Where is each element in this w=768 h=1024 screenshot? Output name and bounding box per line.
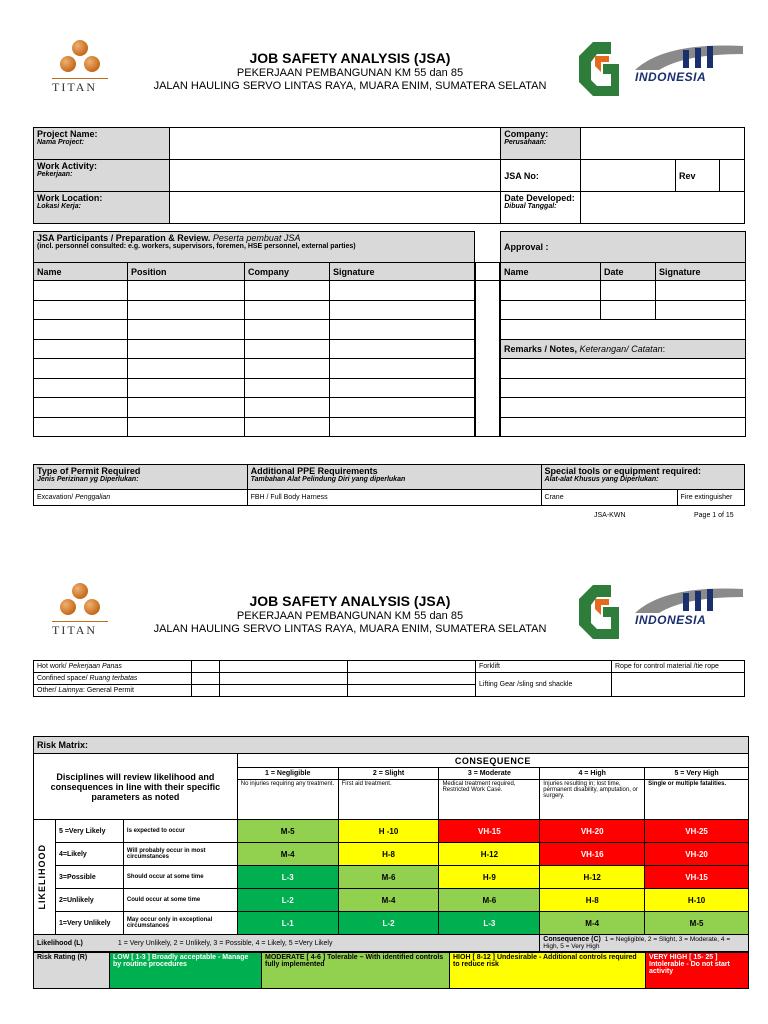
tool-crane: Crane xyxy=(541,490,677,506)
col-signature: Signature xyxy=(330,263,475,281)
risk-cell: H-8 xyxy=(338,843,439,866)
risk-cell: VH-25 xyxy=(645,820,749,843)
project-name-field[interactable] xyxy=(169,128,500,160)
rev-field[interactable] xyxy=(720,160,745,192)
document-location: JALAN HAULING SERVO LINTAS RAYA, MUARA ENIM, SUMATERA SELATAN xyxy=(153,80,547,92)
risk-cell: VH-20 xyxy=(645,843,749,866)
risk-rating-high: HIOH [ 8-12 ] Undesirable - Additional controls required to reduce risk xyxy=(450,953,646,989)
tools-header: Special tools or equipment required: Alat-alat Khusus yang Diperlukan: xyxy=(541,465,744,490)
risk-row-3: 3=Possible Should occur at some time L-3 M-6 H-9 H-12 VH-15 xyxy=(34,866,749,889)
date-developed-label: Date Developed: Dibual Tanggal: xyxy=(501,192,581,224)
table-row[interactable] xyxy=(34,339,475,359)
risk-cell: L-2 xyxy=(237,889,338,912)
hmi-logo-text: INDONESIA xyxy=(635,70,707,84)
hmi-logo xyxy=(575,40,745,100)
tool-fire-extinguisher: Fire extinguisher xyxy=(677,490,744,506)
table-row[interactable] xyxy=(34,398,475,418)
risk-cell: VH-15 xyxy=(645,866,749,889)
rev-label: Rev xyxy=(676,160,720,192)
work-location-field[interactable] xyxy=(169,192,500,224)
project-info-table xyxy=(33,127,745,224)
risk-row-1: 1=Very Unlikely May occur only in exceptional circumstances L-1 L-2 L-3 M-4 M-5 xyxy=(34,912,749,935)
remarks-row[interactable] xyxy=(501,417,746,437)
remarks-row[interactable] xyxy=(501,359,746,379)
participants-table xyxy=(33,231,475,437)
permit-excavation: Excavation/ Penggalian xyxy=(34,490,248,506)
remarks-header: Remarks / Notes, Keterangan/ Catatan: xyxy=(501,339,746,359)
consequence-desc-4: Injuries resulting in; lost time, permanent disability, amputation, or surgery. xyxy=(540,780,645,820)
risk-rating-moderate: MODERATE [ 4-6 ] Tolerable – With identified controls fully implemented xyxy=(262,953,450,989)
table-row[interactable] xyxy=(34,359,475,379)
risk-matrix-table xyxy=(33,736,749,952)
consequence-desc-3: Medical treatment required, Restricted Work Case. xyxy=(439,780,540,820)
risk-row-4: 4=Likely Will probably occur in most circumstances M-4 H-8 H-12 VH-16 VH-20 xyxy=(34,843,749,866)
risk-cell: M-4 xyxy=(237,843,338,866)
table-row[interactable] xyxy=(34,320,475,340)
risk-cell: L-3 xyxy=(237,866,338,889)
approval-table xyxy=(500,231,746,437)
approval-col-name: Name xyxy=(501,263,601,281)
remarks-row[interactable] xyxy=(501,378,746,398)
document-location: JALAN HAULING SERVO LINTAS RAYA, MUARA ENIM, SUMATERA SELATAN xyxy=(153,623,547,635)
col-name: Name xyxy=(34,263,128,281)
company-label: Company: Perusahaan: xyxy=(501,128,581,160)
risk-matrix-title: Risk Matrix: xyxy=(34,737,749,754)
risk-row-5: LIKELIHOOD 5 =Very Likely Is expected to occur M-5 H -10 VH-15 VH-20 VH-25 xyxy=(34,820,749,843)
consequence-name-5: 5 = Very High xyxy=(645,768,749,780)
titan-logo-text: TITAN xyxy=(52,80,98,94)
document-title: JOB SAFETY ANALYSIS (JSA) xyxy=(249,50,451,66)
risk-cell: VH-15 xyxy=(439,820,540,843)
risk-cell: M-6 xyxy=(338,866,439,889)
tool-rope: Rope for control material /tie rope xyxy=(612,661,745,673)
consequence-name-1: 1 = Negligible xyxy=(237,768,338,780)
participants-header: JSA Participants / Preparation & Review. Peserta pembuat JSA (incl. personnel consulted: e.g. workers, supervisors, foremen, HSE personnel, external parties) xyxy=(34,232,475,263)
consequence-name-3: 3 = Moderate xyxy=(439,768,540,780)
jsa-no-label: JSA No: xyxy=(501,160,581,192)
consequence-desc-1: No injuries requiring any treatment. xyxy=(237,780,338,820)
risk-intro: Disciplines will review likelihood and consequences in line with their specific parameters as noted xyxy=(34,754,238,820)
risk-cell: H-8 xyxy=(540,889,645,912)
tool-forklift: Forklift xyxy=(476,661,612,673)
risk-cell: H-10 xyxy=(645,889,749,912)
table-row[interactable] xyxy=(34,300,475,320)
page1-header xyxy=(0,40,768,120)
risk-cell: L-2 xyxy=(338,912,439,935)
permit-confined-space: Confined space/ Ruang terbatas xyxy=(34,673,192,685)
risk-cell: M-6 xyxy=(439,889,540,912)
page2-header xyxy=(0,583,768,663)
likelihood-title: LIKELIHOOD xyxy=(34,820,56,935)
consequence-legend: Consequence (C) 1 = Negligible, 2 = Slight, 3 = Moderate, 4 = High, 5 = Very High xyxy=(540,935,749,952)
ppe-header: Additional PPE Requirements Tambahan Alat Pelindung Diri yang diperlukan xyxy=(247,465,541,490)
work-activity-field[interactable] xyxy=(169,160,500,192)
col-company: Company xyxy=(245,263,330,281)
permit-other: Other/ Lainnya: General Permit xyxy=(34,685,192,697)
titan-logo xyxy=(50,40,112,98)
risk-cell: H -10 xyxy=(338,820,439,843)
hmi-logo xyxy=(575,583,745,643)
risk-cell: M-5 xyxy=(237,820,338,843)
company-field[interactable] xyxy=(581,128,745,160)
tool-lifting-gear: Lifting Gear /sling snd shackle xyxy=(476,673,612,697)
risk-cell: VH-16 xyxy=(540,843,645,866)
risk-rating-label: Risk Rating (R) xyxy=(34,953,110,989)
risk-cell: H-12 xyxy=(540,866,645,889)
risk-cell: VH-20 xyxy=(540,820,645,843)
project-name-label: Project Name: Nama Project: xyxy=(34,128,170,160)
work-location-label: Work Location: Lokasi Kerja: xyxy=(34,192,170,224)
risk-cell: M-5 xyxy=(645,912,749,935)
permit-hot-work: Hot work/ Pekerjaan Panas xyxy=(34,661,192,673)
ppe-full-body-harness: FBH / Full Body Harness xyxy=(247,490,541,506)
table-row[interactable] xyxy=(34,417,475,437)
permit-type-header: Type of Permit Required Jenis Perizinan yg Diperlukan: xyxy=(34,465,248,490)
remarks-row[interactable] xyxy=(501,398,746,418)
hmi-logo-text: INDONESIA xyxy=(635,613,707,627)
participants-spacer-column xyxy=(475,262,500,437)
risk-rating-low: LOW [ 1-3 ] Broadly acceptable - Manage by routine procedures xyxy=(110,953,262,989)
document-subtitle: PEKERJAAN PEMBANGUNAN KM 55 dan 85 xyxy=(236,67,464,79)
work-activity-label: Work Activity: Pekerjaan: xyxy=(34,160,170,192)
table-row[interactable] xyxy=(501,320,746,340)
risk-cell: L-3 xyxy=(439,912,540,935)
jsa-no-field[interactable] xyxy=(581,160,676,192)
risk-rating-table xyxy=(33,952,749,989)
risk-cell: L-1 xyxy=(237,912,338,935)
titan-logo xyxy=(50,583,112,641)
page-footer-code: JSA-KWN xyxy=(594,512,626,519)
permits-table xyxy=(33,464,745,506)
risk-row-2: 2=Unlikely Could occur at some time L-2 M-4 M-6 H-8 H-10 xyxy=(34,889,749,912)
page-footer-number: Page 1 of 15 xyxy=(694,512,734,519)
likelihood-legend: Likelihood (L) 1 = Very Unlikely, 2 = Unlikely, 3 = Possible, 4 = Likely, 5 =Very Likely xyxy=(34,935,540,952)
table-row[interactable] xyxy=(34,281,475,301)
titan-logo-text: TITAN xyxy=(52,623,98,637)
table-row[interactable] xyxy=(501,300,746,320)
approval-col-date: Date xyxy=(601,263,656,281)
consequence-title: CONSEQUENCE xyxy=(237,754,748,768)
approval-header: Approval : xyxy=(501,232,746,263)
table-row[interactable] xyxy=(34,378,475,398)
consequence-desc-5: Single or multiple fatalities. xyxy=(645,780,749,820)
table-row[interactable] xyxy=(501,281,746,301)
risk-cell: M-4 xyxy=(540,912,645,935)
consequence-name-2: 2 = Slight xyxy=(338,768,439,780)
date-developed-field[interactable] xyxy=(581,192,745,224)
col-position: Position xyxy=(128,263,245,281)
approval-col-signature: Signature xyxy=(656,263,746,281)
risk-cell: H-12 xyxy=(439,843,540,866)
consequence-name-4: 4 = High xyxy=(540,768,645,780)
risk-cell: M-4 xyxy=(338,889,439,912)
consequence-desc-2: First aid treatment. xyxy=(338,780,439,820)
document-title: JOB SAFETY ANALYSIS (JSA) xyxy=(249,593,451,609)
risk-rating-very-high: VERY HIGH [ 15- 25 ] Intolerable - Do not start activity xyxy=(646,953,749,989)
risk-cell: H-9 xyxy=(439,866,540,889)
document-subtitle: PEKERJAAN PEMBANGUNAN KM 55 dan 85 xyxy=(236,610,464,622)
permits-continuation-table xyxy=(33,660,745,697)
